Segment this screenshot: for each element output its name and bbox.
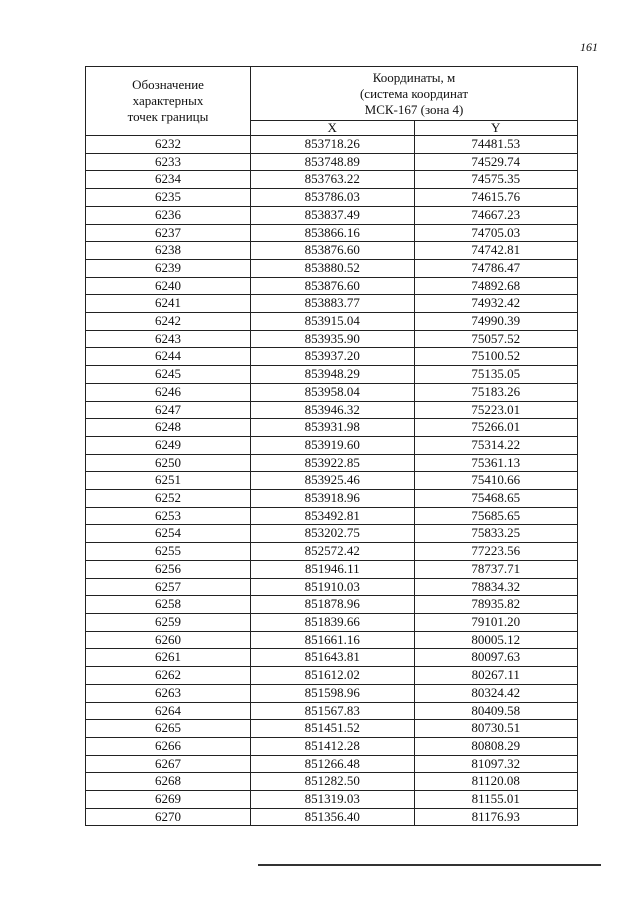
cell-x: 851643.81 (251, 649, 415, 667)
page-number: 161 (580, 40, 598, 54)
table-row (86, 313, 578, 331)
table-row (86, 472, 578, 490)
cell-x: 853883.77 (251, 295, 415, 313)
cell-x: 851319.03 (251, 791, 415, 809)
cell-point: 6257 (86, 578, 251, 596)
cell-x: 851266.48 (251, 755, 415, 773)
table-row (86, 773, 578, 791)
table-row (86, 578, 578, 596)
table-row (86, 631, 578, 649)
cell-x: 851412.28 (251, 737, 415, 755)
cell-y: 74932.42 (414, 295, 578, 313)
cell-point: 6258 (86, 596, 251, 614)
table-row (86, 153, 578, 171)
table-body (86, 136, 578, 826)
cell-y: 75314.22 (414, 436, 578, 454)
cell-y: 74615.76 (414, 189, 578, 207)
cell-x: 853786.03 (251, 189, 415, 207)
table-row (86, 401, 578, 419)
cell-y: 75833.25 (414, 525, 578, 543)
cell-y: 75266.01 (414, 419, 578, 437)
cell-point: 6237 (86, 224, 251, 242)
cell-point: 6254 (86, 525, 251, 543)
cell-point: 6265 (86, 720, 251, 738)
cell-y: 75057.52 (414, 330, 578, 348)
cell-point: 6234 (86, 171, 251, 189)
footer-rule (258, 864, 601, 866)
cell-x: 853763.22 (251, 171, 415, 189)
cell-point: 6243 (86, 330, 251, 348)
cell-x: 853866.16 (251, 224, 415, 242)
cell-y: 75410.66 (414, 472, 578, 490)
cell-y: 80005.12 (414, 631, 578, 649)
cell-y: 75361.13 (414, 454, 578, 472)
table-row (86, 419, 578, 437)
table-row (86, 277, 578, 295)
cell-x: 853915.04 (251, 313, 415, 331)
cell-x: 852572.42 (251, 543, 415, 561)
table-row (86, 136, 578, 154)
cell-point: 6259 (86, 613, 251, 631)
cell-point: 6244 (86, 348, 251, 366)
cell-y: 74575.35 (414, 171, 578, 189)
cell-x: 853748.89 (251, 153, 415, 171)
table-row (86, 242, 578, 260)
cell-x: 851451.52 (251, 720, 415, 738)
cell-x: 851282.50 (251, 773, 415, 791)
header-point-designation (86, 67, 251, 136)
table-row (86, 171, 578, 189)
header-x: X (251, 121, 415, 136)
table-row (86, 330, 578, 348)
cell-point: 6241 (86, 295, 251, 313)
cell-point: 6266 (86, 737, 251, 755)
cell-point: 6268 (86, 773, 251, 791)
cell-x: 853948.29 (251, 366, 415, 384)
cell-point: 6269 (86, 791, 251, 809)
cell-point: 6249 (86, 436, 251, 454)
cell-y: 81155.01 (414, 791, 578, 809)
cell-x: 853718.26 (251, 136, 415, 154)
cell-point: 6236 (86, 206, 251, 224)
cell-x: 853925.46 (251, 472, 415, 490)
table-row (86, 702, 578, 720)
header-coordinates (251, 67, 578, 121)
cell-x: 851910.03 (251, 578, 415, 596)
table-row (86, 560, 578, 578)
cell-point: 6252 (86, 490, 251, 508)
table-row (86, 224, 578, 242)
cell-x: 853919.60 (251, 436, 415, 454)
cell-y: 75183.26 (414, 383, 578, 401)
cell-x: 851661.16 (251, 631, 415, 649)
cell-x: 853918.96 (251, 490, 415, 508)
cell-y: 81097.32 (414, 755, 578, 773)
table-row (86, 808, 578, 826)
cell-point: 6232 (86, 136, 251, 154)
cell-x: 853837.49 (251, 206, 415, 224)
cell-x: 851598.96 (251, 684, 415, 702)
cell-point: 6261 (86, 649, 251, 667)
header-point-line: Обозначение (132, 77, 204, 92)
table-row (86, 436, 578, 454)
table-row (86, 791, 578, 809)
table-row (86, 507, 578, 525)
cell-y: 78737.71 (414, 560, 578, 578)
cell-x: 851946.11 (251, 560, 415, 578)
cell-y: 81176.93 (414, 808, 578, 826)
table-row (86, 259, 578, 277)
cell-point: 6238 (86, 242, 251, 260)
cell-point: 6270 (86, 808, 251, 826)
cell-y: 77223.56 (414, 543, 578, 561)
cell-y: 75468.65 (414, 490, 578, 508)
table-row (86, 348, 578, 366)
table-row (86, 383, 578, 401)
cell-y: 74705.03 (414, 224, 578, 242)
cell-y: 74667.23 (414, 206, 578, 224)
cell-point: 6267 (86, 755, 251, 773)
cell-x: 853876.60 (251, 277, 415, 295)
header-coords-line: (система координат (359, 86, 469, 101)
header-coords-line: МСК-167 (зона 4) (364, 102, 464, 117)
table-row (86, 737, 578, 755)
table-row (86, 720, 578, 738)
cell-x: 853958.04 (251, 383, 415, 401)
table-row (86, 206, 578, 224)
table-row (86, 667, 578, 685)
cell-point: 6246 (86, 383, 251, 401)
cell-x: 851356.40 (251, 808, 415, 826)
cell-y: 80267.11 (414, 667, 578, 685)
cell-y: 79101.20 (414, 613, 578, 631)
cell-point: 6262 (86, 667, 251, 685)
coordinates-table (85, 66, 578, 826)
cell-point: 6255 (86, 543, 251, 561)
cell-x: 853922.85 (251, 454, 415, 472)
cell-x: 853931.98 (251, 419, 415, 437)
cell-x: 853935.90 (251, 330, 415, 348)
cell-point: 6248 (86, 419, 251, 437)
cell-x: 851878.96 (251, 596, 415, 614)
cell-y: 74786.47 (414, 259, 578, 277)
cell-x: 853876.60 (251, 242, 415, 260)
cell-x: 851567.83 (251, 702, 415, 720)
cell-point: 6245 (86, 366, 251, 384)
cell-point: 6233 (86, 153, 251, 171)
cell-y: 80808.29 (414, 737, 578, 755)
cell-y: 74742.81 (414, 242, 578, 260)
cell-y: 80409.58 (414, 702, 578, 720)
table-row (86, 755, 578, 773)
cell-y: 75135.05 (414, 366, 578, 384)
cell-point: 6253 (86, 507, 251, 525)
cell-y: 75223.01 (414, 401, 578, 419)
cell-point: 6239 (86, 259, 251, 277)
cell-point: 6247 (86, 401, 251, 419)
cell-point: 6263 (86, 684, 251, 702)
cell-point: 6260 (86, 631, 251, 649)
table-row (86, 684, 578, 702)
table-row (86, 189, 578, 207)
table-row (86, 295, 578, 313)
cell-x: 853202.75 (251, 525, 415, 543)
cell-y: 80730.51 (414, 720, 578, 738)
cell-x: 853946.32 (251, 401, 415, 419)
cell-y: 80324.42 (414, 684, 578, 702)
header-point-line: точек границы (127, 109, 209, 124)
table-row (86, 596, 578, 614)
cell-x: 851839.66 (251, 613, 415, 631)
cell-y: 78834.32 (414, 578, 578, 596)
cell-point: 6250 (86, 454, 251, 472)
table-row (86, 613, 578, 631)
cell-y: 75100.52 (414, 348, 578, 366)
table-row (86, 454, 578, 472)
header-y: Y (414, 121, 578, 136)
table-row (86, 525, 578, 543)
cell-y: 75685.65 (414, 507, 578, 525)
table-row (86, 366, 578, 384)
table-row (86, 490, 578, 508)
cell-y: 80097.63 (414, 649, 578, 667)
header-point-line: характерных (132, 93, 204, 108)
cell-point: 6240 (86, 277, 251, 295)
cell-y: 74892.68 (414, 277, 578, 295)
cell-x: 853937.20 (251, 348, 415, 366)
table-row (86, 649, 578, 667)
cell-point: 6264 (86, 702, 251, 720)
cell-point: 6242 (86, 313, 251, 331)
cell-y: 74990.39 (414, 313, 578, 331)
table-row (86, 543, 578, 561)
header-coords-line: Координаты, м (372, 70, 456, 85)
cell-point: 6251 (86, 472, 251, 490)
cell-y: 81120.08 (414, 773, 578, 791)
cell-point: 6235 (86, 189, 251, 207)
cell-y: 74529.74 (414, 153, 578, 171)
cell-y: 78935.82 (414, 596, 578, 614)
cell-point: 6256 (86, 560, 251, 578)
cell-x: 853492.81 (251, 507, 415, 525)
cell-y: 74481.53 (414, 136, 578, 154)
cell-x: 851612.02 (251, 667, 415, 685)
cell-x: 853880.52 (251, 259, 415, 277)
